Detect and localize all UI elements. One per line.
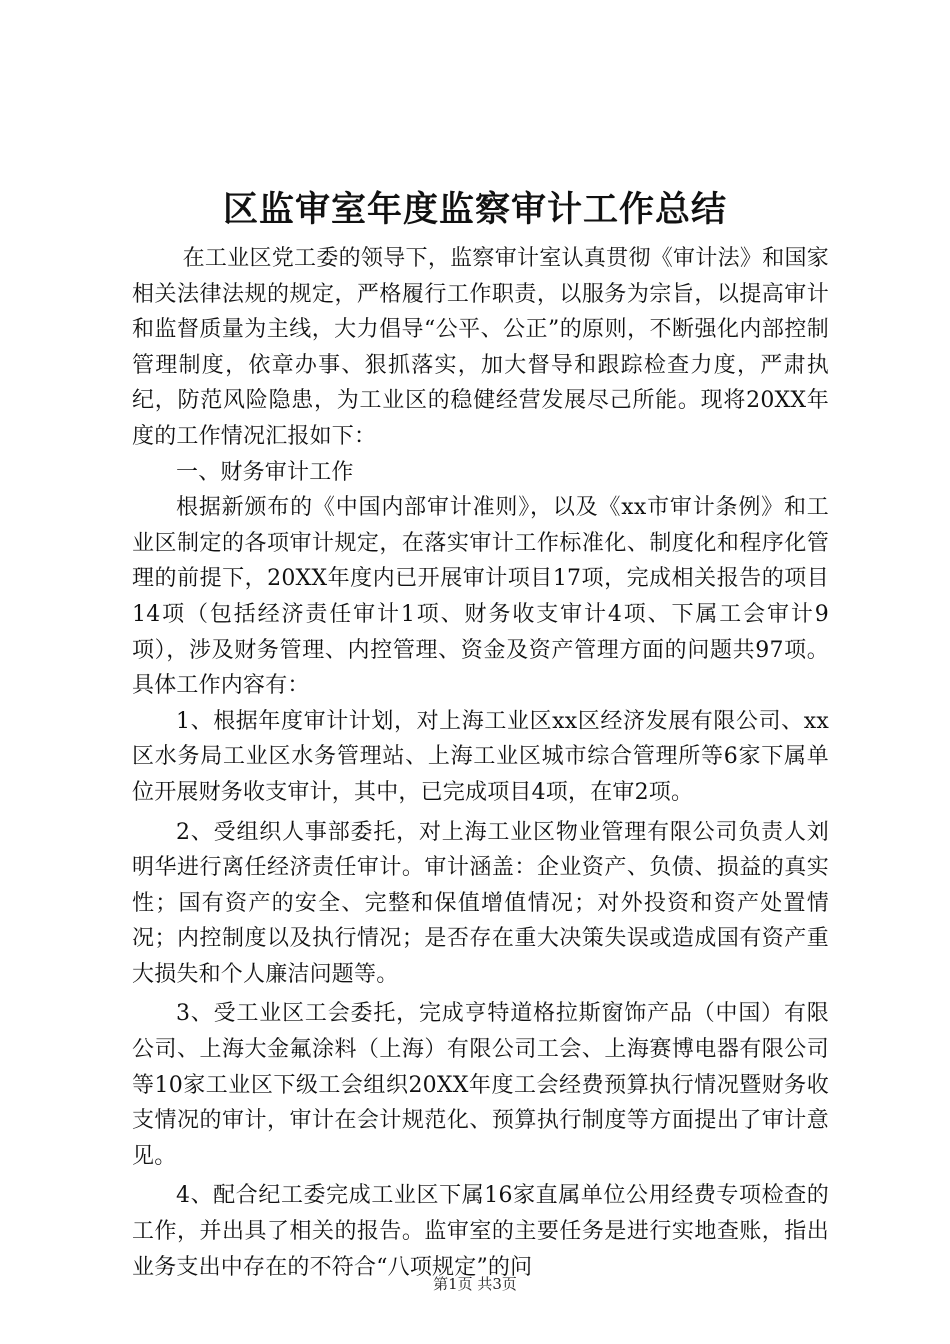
- list-item-2: 2、受组织人事部委托，对上海工业区物业管理有限公司负责人刘明华进行离任经济责任审计。审计涵盖：企业资产、负债、损益的真实性；国有资产的安全、完整和保值增值情况；对外投资和资产处置情况；内控制度以及执行情况；是否存在重大决策失误或造成国有资产重大损失和个人廉洁问题等。: [132, 819, 829, 987]
- document-body: [132, 241, 829, 1285]
- list-item-4: 4、配合纪工委完成工业区下属16家直属单位公用经费专项检查的工作，并出具了相关的报告。监审室的主要任务是进行实地查账，指出业务支出中存在的不符合“八项规定”的问: [132, 1183, 829, 1280]
- body-paragraph: 根据新颁布的《中国内部审计准则》，以及《xx市审计条例》和工业区制定的各项审计规定，在落实审计工作标准化、制度化和程序化管理的前提下，20XX年度内已开展审计项目17项，完成相关报告的项目14项（包括经济责任审计1项、财务收支审计4项、下属工会审计9项），涉及财务管理、内控管理、资金及资产管理方面的问题共97项。具体工作内容有：: [132, 495, 829, 699]
- section-heading: 一、财务审计工作: [176, 459, 354, 485]
- document-title: 区监审室年度监察审计工作总结: [222, 189, 727, 230]
- intro-paragraph: 在工业区党工委的领导下，监察审计室认真贯彻《审计法》和国家相关法律法规的规定，严格履行工作职责，以服务为宗旨，以提高审计和监督质量为主线，大力倡导“公平、公正”的原则，不断强化内部控制管理制度，依章办事、狠抓落实，加大督导和跟踪检查力度，严肃执纪，防范风险隐患，为工业区的稳健经营发展尽己所能。现将20XX年度的工作情况汇报如下：: [132, 246, 829, 449]
- page-number-footer: 第1页 共3页: [433, 1275, 517, 1293]
- list-item-3: 3、受工业区工会委托，完成亨特道格拉斯窗饰产品（中国）有限公司、上海大金氟涂料（上海）有限公司工会、上海赛博电器有限公司等10家工业区下级工会组织20XX年度工会经费预算执行情况暨财务收支情况的审计，审计在会计规范化、预算执行制度等方面提出了审计意见。: [132, 1001, 829, 1169]
- list-item-1: 1、根据年度审计计划，对上海工业区xx区经济发展有限公司、xx区水务局工业区水务管理站、上海工业区城市综合管理所等6家下属单位开展财务收支审计，其中，已完成项目4项，在审2项。: [132, 708, 829, 805]
